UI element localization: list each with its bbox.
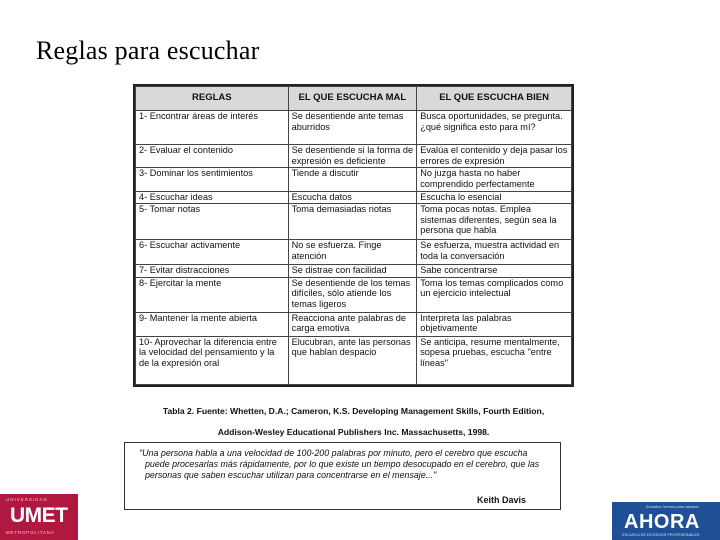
bad-cell: Reacciona ante palabras de carga emotiva [288,312,417,336]
rule-cell: 4- Escuchar ideas [136,192,289,204]
rule-cell: 6- Escuchar activamente [136,240,289,264]
table-row [136,336,572,384]
ahora-logo-tag: Estudios hechos para adultos [646,504,699,509]
rule-cell: 1- Encontrar áreas de interés [136,111,289,145]
umet-logo-name: UMET [10,504,68,527]
table-header-row [136,87,572,111]
table-row [136,277,572,312]
table-row [136,145,572,168]
bad-cell: Toma demasiadas notas [288,204,417,240]
ahora-logo-name: AHORA [624,511,700,533]
rule-cell: 8- Ejercitar la mente [136,277,289,312]
good-cell: Evalúa el contenido y deja pasar los errores de expresión [417,145,572,168]
bad-cell: Tiende a discutir [288,168,417,192]
bad-cell: Elucubran, ante las personas que hablan despacio [288,336,417,384]
table-row [136,204,572,240]
rule-cell: 2- Evaluar el contenido [136,145,289,168]
bad-cell: No se esfuerza. Finge atención [288,240,417,264]
rule-cell: 10- Aprovechar la diferencia entre la velocidad del pensamiento y la de la expresión oral [136,336,289,384]
ahora-logo [612,502,720,540]
umet-logo-top: UNIVERSIDAD [6,497,48,502]
umet-logo-bottom: METROPOLITANA [6,530,55,535]
rule-cell: 7- Evitar distracciones [136,264,289,277]
quote-author: Keith Davis [476,495,526,505]
table-row [136,264,572,277]
table-row [136,111,572,145]
good-cell: Toma pocas notas. Emplea sistemas diferentes, según sea la persona que habla [417,204,572,240]
good-cell: Toma los temas complicados como un ejercicio intelectual [417,277,572,312]
header-escucha-bien: EL QUE ESCUCHA BIEN [417,87,572,111]
quote-box [124,442,561,510]
good-cell: No juzga hasta no haber comprendido perfectamente [417,168,572,192]
bad-cell: Se desentiende ante temas aburridos [288,111,417,145]
table-caption [133,401,574,443]
table-row [136,192,572,204]
good-cell: Escucha lo esencial [417,192,572,204]
good-cell: Se anticipa, resume mentalmente, sopesa pruebas, escucha "entre líneas" [417,336,572,384]
bad-cell: Escucha datos [288,192,417,204]
rules-table [133,84,574,387]
good-cell: Busca oportunidades, se pregunta. ¿qué significa esto para mí? [417,111,572,145]
caption-line-1: Tabla 2. Fuente: Whetten, D.A.; Cameron, K.S. Developing Management Skills, Fourth Edition, [162,406,545,416]
header-escucha-mal: EL QUE ESCUCHA MAL [288,87,417,111]
rule-cell: 9- Mantener la mente abierta [136,312,289,336]
bad-cell: Se distrae con facilidad [288,264,417,277]
good-cell: Se esfuerza, muestra actividad en toda la conversación [417,240,572,264]
table-row [136,240,572,264]
slide-title: Reglas para escuchar [36,36,260,65]
umet-logo [0,494,78,540]
quote-text: "Una persona habla a una velocidad de 100-200 palabras por minuto, pero el cerebro que escucha puede procesarlas más rápidamente, por lo que existe un tiempo desocupado en el cerebro, que las personas que saben escuchar utilizan para concentrarse en el mensaje..." [139,448,540,480]
header-reglas: REGLAS [136,87,289,111]
rule-cell: 3- Dominar los sentimientos [136,168,289,192]
ahora-logo-sub: ESCUELA DE ESTUDIOS PROFESIONALES [622,533,700,537]
bad-cell: Se desentiende si la forma de expresión es deficiente [288,145,417,168]
good-cell: Interpreta las palabras objetivamente [417,312,572,336]
good-cell: Sabe concentrarse [417,264,572,277]
caption-line-2: Addison-Wesley Educational Publishers Inc. Massachusetts, 1998. [217,427,490,437]
table-row [136,312,572,336]
rule-cell: 5- Tomar notas [136,204,289,240]
bad-cell: Se desentiende de los temas difíciles, sólo atiende los temas ligeros [288,277,417,312]
table-row [136,168,572,192]
